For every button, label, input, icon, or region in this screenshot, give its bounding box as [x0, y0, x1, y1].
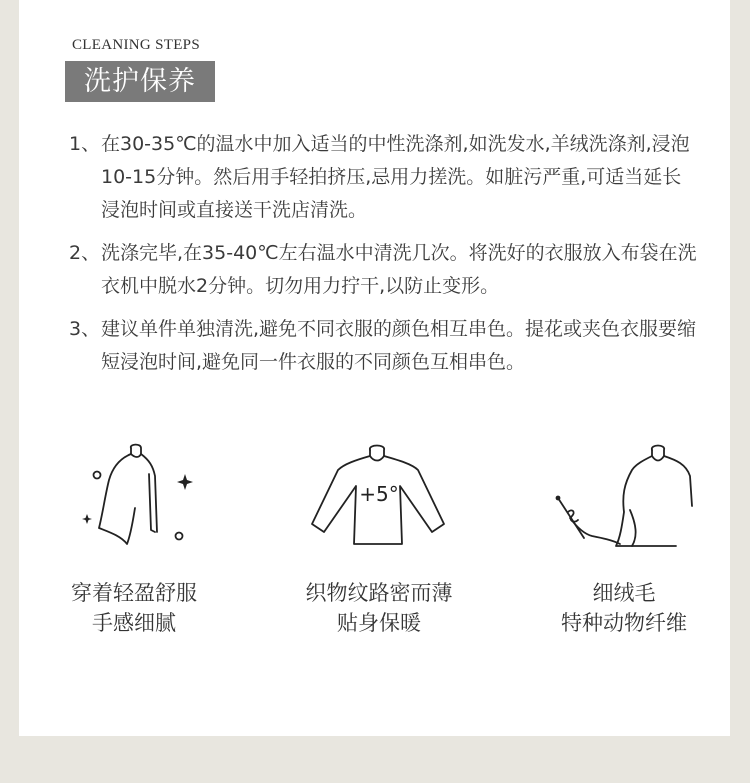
step-text: 建议单件单独清洗,避免不同衣服的颜色相互串色。提花或夹色衣服要缩短浸泡时间,避免同一件衣服的不同颜色互相串色。	[101, 318, 697, 373]
step-number: 2、	[69, 242, 101, 264]
feature-lightweight	[19, 440, 249, 638]
step-item	[69, 237, 699, 303]
step-number: 1、	[69, 133, 101, 155]
feature-line1: 织物纹路密而薄	[305, 581, 453, 605]
sparkle-sweater-icon	[69, 440, 199, 552]
feature-line2: 特种动物纤维	[561, 611, 687, 635]
feature-line1: 穿着轻盈舒服	[71, 581, 197, 605]
feature-warmth	[264, 440, 494, 638]
feature-line1: 细绒毛	[592, 581, 656, 605]
section-title-cn: 洗护保养	[65, 61, 215, 102]
step-item	[69, 313, 699, 379]
cleaning-steps-list	[69, 128, 699, 379]
temperature-label: +5°	[359, 482, 399, 506]
feature-fiber	[509, 440, 739, 638]
section-title-en: CLEANING STEPS	[72, 37, 200, 53]
step-number: 3、	[69, 318, 101, 340]
knitting-sweater-icon	[554, 440, 694, 552]
step-text: 洗涤完毕,在35-40℃左右温水中清洗几次。将洗好的衣服放入布袋在洗衣机中脱水2分钟。切勿用力拧干,以防止变形。	[101, 242, 697, 297]
step-item	[69, 128, 699, 227]
step-text: 在30-35℃的温水中加入适当的中性洗涤剂,如洗发水,羊绒洗涤剂,浸泡10-15分钟。然后用手轻拍挤压,忌用力搓洗。如脏污严重,可适当延长浸泡时间或直接送干洗店清洗。	[101, 133, 690, 221]
feature-line2: 贴身保暖	[337, 611, 421, 635]
content-card	[19, 0, 730, 736]
feature-line2: 手感细腻	[92, 611, 176, 635]
